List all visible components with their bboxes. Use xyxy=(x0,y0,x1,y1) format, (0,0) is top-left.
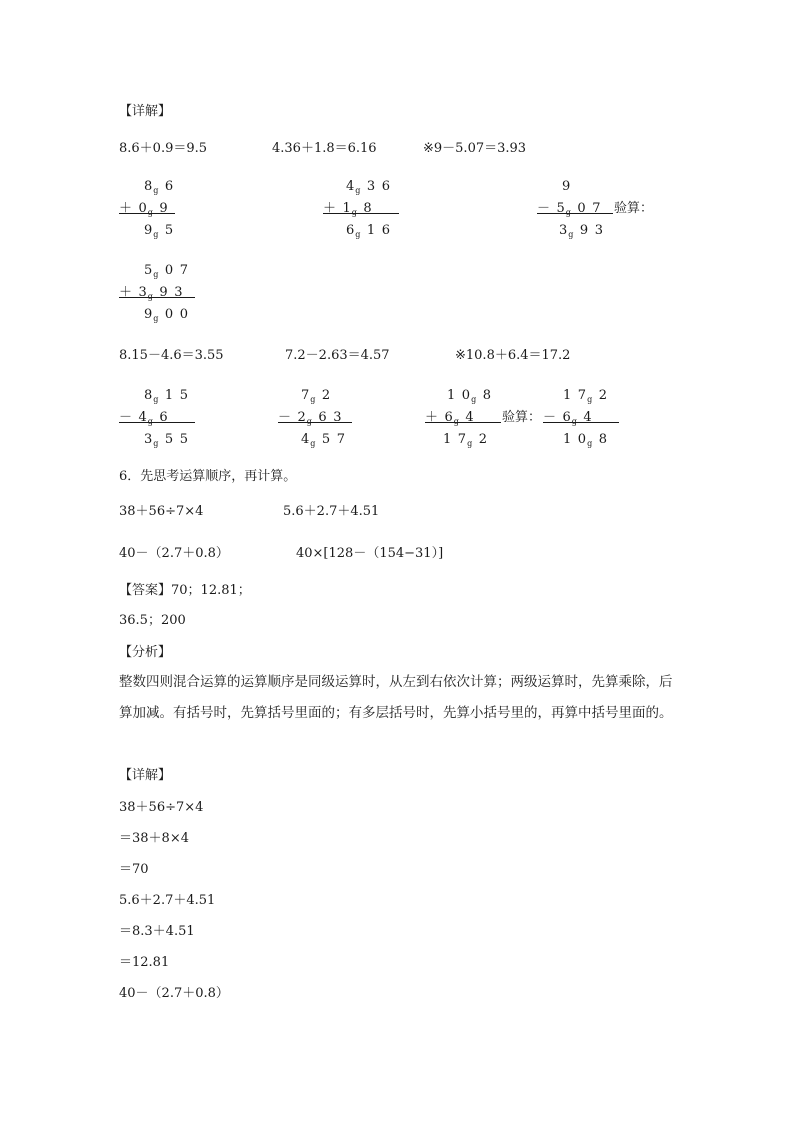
vc2-mid: ＋ $1_g$ 8 xyxy=(323,201,372,217)
vc4-result: $9_g$ 0 0 xyxy=(144,307,188,323)
vc1-result: $9_g$ 5 xyxy=(144,223,174,239)
vc7-rule xyxy=(425,422,501,423)
vc2-rule xyxy=(323,213,399,214)
vc4-top: $5_g$ 0 7 xyxy=(144,263,188,279)
vc4-rule xyxy=(119,297,195,298)
q6-expression-4: 40×[128－（154−31）] xyxy=(296,546,444,561)
vc8-rule xyxy=(543,422,619,423)
vc2-result: $6_g$ 1 6 xyxy=(346,223,390,239)
equation-2: 4.36＋1.8＝6.16 xyxy=(272,141,377,156)
step-6: ＝12.81 xyxy=(119,955,170,970)
vc5-mid: － $4_g$ 6 xyxy=(119,410,168,426)
equation-6: ※10.8＋6.4＝17.2 xyxy=(455,348,571,363)
vc3-top: 9 xyxy=(562,179,571,194)
vc4-mid: ＋ $3_g$ 9 3 xyxy=(119,285,183,301)
analysis-text: 整数四则混合运算的运算顺序是同级运算时，从左到右依次计算；两级运算时，先算乘除，后算加减。有括号时，先算括号里面的；有多层括号时，先算小括号里的，再算中括号里面的。 xyxy=(119,674,673,721)
question-6-title: 6．先思考运算顺序，再计算。 xyxy=(119,469,297,484)
check-label-2: 验算： xyxy=(502,410,542,425)
vc6-mid: － $2_g$ 6 3 xyxy=(278,410,342,426)
vc3-rule xyxy=(537,213,613,214)
vertical-calc-5 xyxy=(119,386,197,446)
equation-1: 8.6＋0.9＝9.5 xyxy=(119,141,208,156)
check-label-1: 验算： xyxy=(614,201,654,216)
step-7: 40－（2.7＋0.8） xyxy=(119,986,229,1001)
vc8-mid: － $6_g$ 4 xyxy=(543,410,592,426)
step-1: 38＋56÷7×4 xyxy=(119,800,204,815)
vertical-calc-7 xyxy=(425,386,503,446)
equation-5: 7.2－2.63＝4.57 xyxy=(285,348,390,363)
vc5-top: $8_g$ 1 5 xyxy=(144,388,188,404)
answer-line-2: 36.5；200 xyxy=(119,613,186,628)
step-5: ＝8.3＋4.51 xyxy=(119,924,195,939)
vc8-top: 1 $7_g$ 2 xyxy=(563,388,607,404)
vc3-mid: － $5_g$ 0 7 xyxy=(537,201,601,217)
vc3-result: $3_g$ 9 3 xyxy=(559,223,603,239)
q6-expression-2: 5.6＋2.7＋4.51 xyxy=(283,504,380,519)
q6-expression-3: 40－（2.7＋0.8） xyxy=(119,546,229,561)
vc1-rule xyxy=(119,213,175,214)
equation-4: 8.15－4.6＝3.55 xyxy=(119,348,224,363)
vc1-mid: ＋ $0_g$ 9 xyxy=(119,201,168,217)
vertical-calc-4 xyxy=(119,261,197,323)
vc6-top: $7_g$ 2 xyxy=(301,388,331,404)
vertical-calc-3 xyxy=(537,177,615,237)
step-4: 5.6＋2.7＋4.51 xyxy=(119,893,216,908)
vc6-result: $4_g$ 5 7 xyxy=(301,432,345,448)
vc7-top: 1 $0_g$ 8 xyxy=(447,388,491,404)
vc6-rule xyxy=(278,422,352,423)
analysis-heading: 【分析】 xyxy=(119,645,172,660)
q6-expression-1: 38＋56÷7×4 xyxy=(119,504,204,519)
equation-3: ※9－5.07＝3.93 xyxy=(423,141,527,156)
vertical-calc-1 xyxy=(119,177,177,237)
vc2-top: $4_g$ 3 6 xyxy=(346,179,390,195)
vc7-result: 1 $7_g$ 2 xyxy=(443,432,487,448)
step-2: ＝38＋8×4 xyxy=(119,831,189,846)
answer-line-1: 【答案】70；12.81； xyxy=(119,583,251,598)
vertical-calc-8 xyxy=(543,386,621,446)
vertical-calc-2 xyxy=(323,177,401,237)
step-3: ＝70 xyxy=(119,862,149,877)
vc7-mid: ＋ $6_g$ 4 xyxy=(425,410,474,426)
vc5-rule xyxy=(119,422,195,423)
vertical-calc-6 xyxy=(278,386,354,446)
vc1-top: $8_g$ 6 xyxy=(144,179,174,195)
vc5-result: $3_g$ 5 5 xyxy=(144,432,188,448)
detail-heading: 【详解】 xyxy=(119,104,172,119)
vc8-result: 1 $0_g$ 8 xyxy=(563,432,607,448)
detail-heading-2: 【详解】 xyxy=(119,768,172,783)
